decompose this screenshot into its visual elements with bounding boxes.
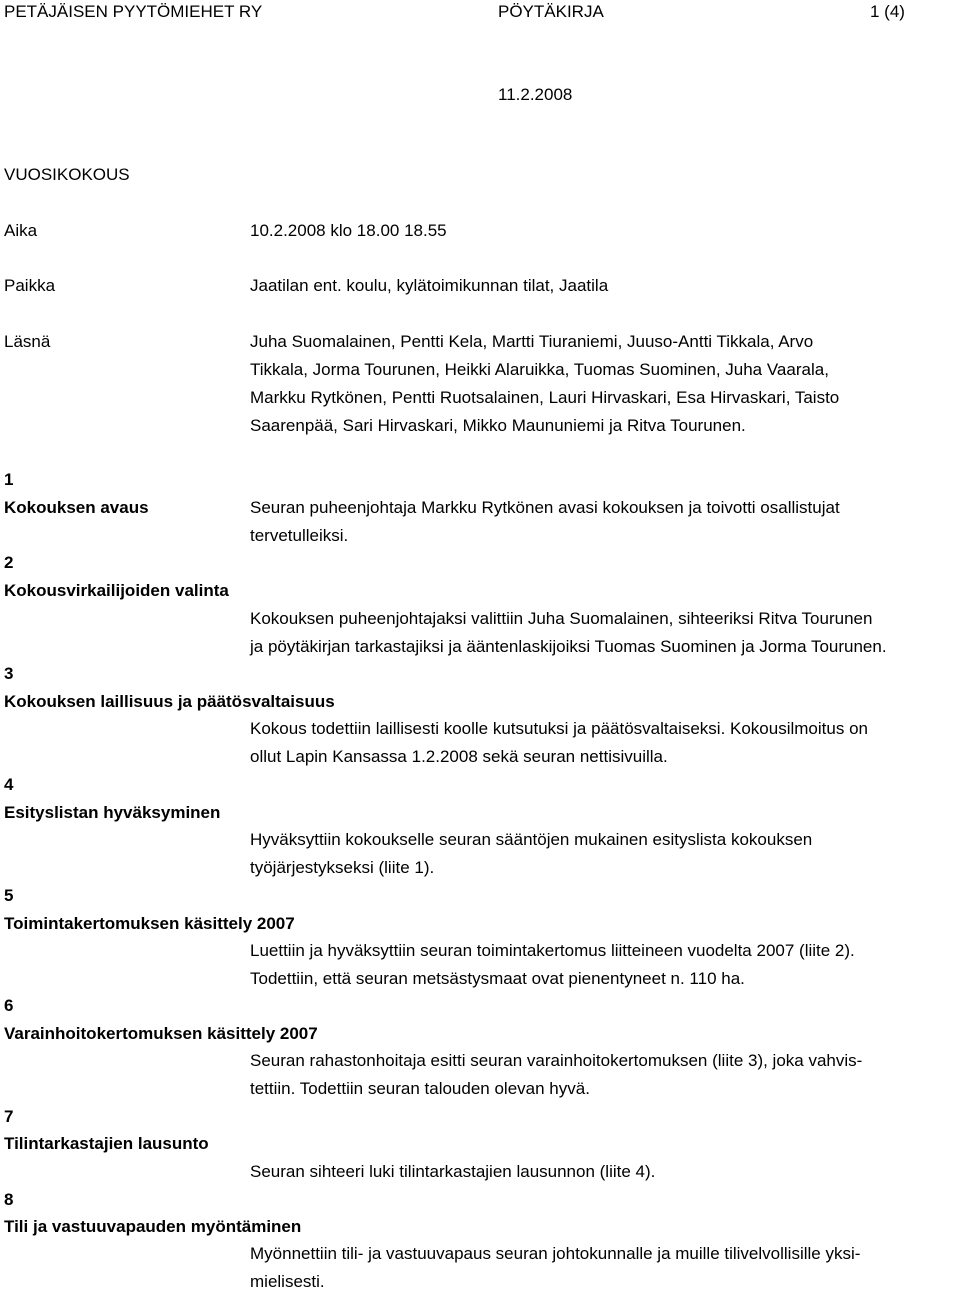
document-type: PÖYTÄKIRJA	[498, 2, 604, 21]
page-number: 1 (4)	[870, 2, 905, 21]
item-text-line: Hyväksyttiin kokoukselle seuran sääntöjen mukainen esityslista kokouksen	[250, 830, 813, 849]
item-title: Kokousvirkailijoiden valinta	[4, 581, 229, 600]
item-text-line: Kokous todettiin laillisesti koolle kutsutuksi ja päätösvaltaiseksi. Kokousilmoitus on	[250, 719, 868, 738]
item-text-line: Seuran puheenjohtaja Markku Rytkönen avasi kokouksen ja toivotti osallistujat	[250, 498, 840, 517]
item-text-line: Todettiin, että seuran metsästysmaat ovat pienentyneet n. 110 ha.	[250, 969, 745, 988]
item-title: Tili ja vastuuvapauden myöntäminen	[4, 1217, 302, 1236]
item-text	[250, 826, 960, 882]
lasna-label: Läsnä	[4, 332, 51, 351]
item-text-line: tettiin. Todettiin seuran talouden olevan hyvä.	[250, 1079, 590, 1098]
attendees-list	[250, 328, 960, 440]
item-title: Varainhoitokertomuksen käsittely 2007	[4, 1024, 318, 1043]
organization-name: PETÄJÄISEN PYYTÖMIEHET RY	[4, 2, 263, 21]
meeting-title: VUOSIKOKOUS	[4, 165, 130, 184]
item-text	[250, 605, 960, 661]
item-number: 3	[4, 664, 14, 683]
item-text-line: Seuran sihteeri luki tilintarkastajien lausunnon (liite 4).	[250, 1162, 656, 1181]
item-number: 6	[4, 996, 14, 1015]
item-title: Kokouksen laillisuus ja päätösvaltaisuus	[4, 692, 335, 711]
item-number: 2	[4, 553, 14, 572]
item-text	[250, 715, 960, 771]
item-text-line: Luettiin ja hyväksyttiin seuran toimintakertomus liitteineen vuodelta 2007 (liite 2).	[250, 941, 855, 960]
item-number: 5	[4, 886, 14, 905]
item-number: 7	[4, 1107, 14, 1126]
item-number: 8	[4, 1190, 14, 1209]
item-text-line: työjärjestykseksi (liite 1).	[250, 858, 435, 877]
item-title: Esityslistan hyväksyminen	[4, 803, 221, 822]
item-text	[250, 494, 960, 550]
item-text-line: tervetulleiksi.	[250, 526, 349, 545]
item-text-line: mielisesti.	[250, 1272, 325, 1291]
item-text-line: Myönnettiin tili- ja vastuuvapaus seuran johtokunnalle ja muille tilivelvollisille yksi-	[250, 1244, 861, 1263]
document-date: 11.2.2008	[498, 85, 573, 104]
attendees-line: Juha Suomalainen, Pentti Kela, Martti Tiuraniemi, Juuso-Antti Tikkala, Arvo	[250, 332, 814, 351]
item-number: 4	[4, 775, 14, 794]
attendees-line: Markku Rytkönen, Pentti Ruotsalainen, Lauri Hirvaskari, Esa Hirvaskari, Taisto	[250, 388, 840, 407]
item-text	[250, 1047, 960, 1103]
item-text	[250, 1240, 960, 1296]
item-text-line: Kokouksen puheenjohtajaksi valittiin Juha Suomalainen, sihteeriksi Ritva Tourunen	[250, 609, 873, 628]
item-title: Toimintakertomuksen käsittely 2007	[4, 914, 295, 933]
paikka-label: Paikka	[4, 276, 56, 295]
attendees-line: Tikkala, Jorma Tourunen, Heikki Alaruikka, Tuomas Suominen, Juha Vaarala,	[250, 360, 829, 379]
item-text-line: ja pöytäkirjan tarkastajiksi ja ääntenlaskijoiksi Tuomas Suominen ja Jorma Tourunen.	[250, 637, 887, 656]
item-text	[250, 937, 960, 993]
item-text-line: ollut Lapin Kansassa 1.2.2008 sekä seuran nettisivuilla.	[250, 747, 668, 766]
item-number: 1	[4, 470, 14, 489]
aika-value: 10.2.2008 klo 18.00 18.55	[250, 221, 447, 240]
item-title: Kokouksen avaus	[4, 498, 149, 517]
item-title: Tilintarkastajien lausunto	[4, 1134, 209, 1153]
item-text-line: Seuran rahastonhoitaja esitti seuran varainhoitokertomuksen (liite 3), joka vahvis-	[250, 1051, 863, 1070]
item-text	[250, 1158, 960, 1186]
attendees-line: Saarenpää, Sari Hirvaskari, Mikko Maununiemi ja Ritva Tourunen.	[250, 416, 746, 435]
aika-label: Aika	[4, 221, 38, 240]
paikka-value: Jaatilan ent. koulu, kylätoimikunnan tilat, Jaatila	[250, 276, 609, 295]
